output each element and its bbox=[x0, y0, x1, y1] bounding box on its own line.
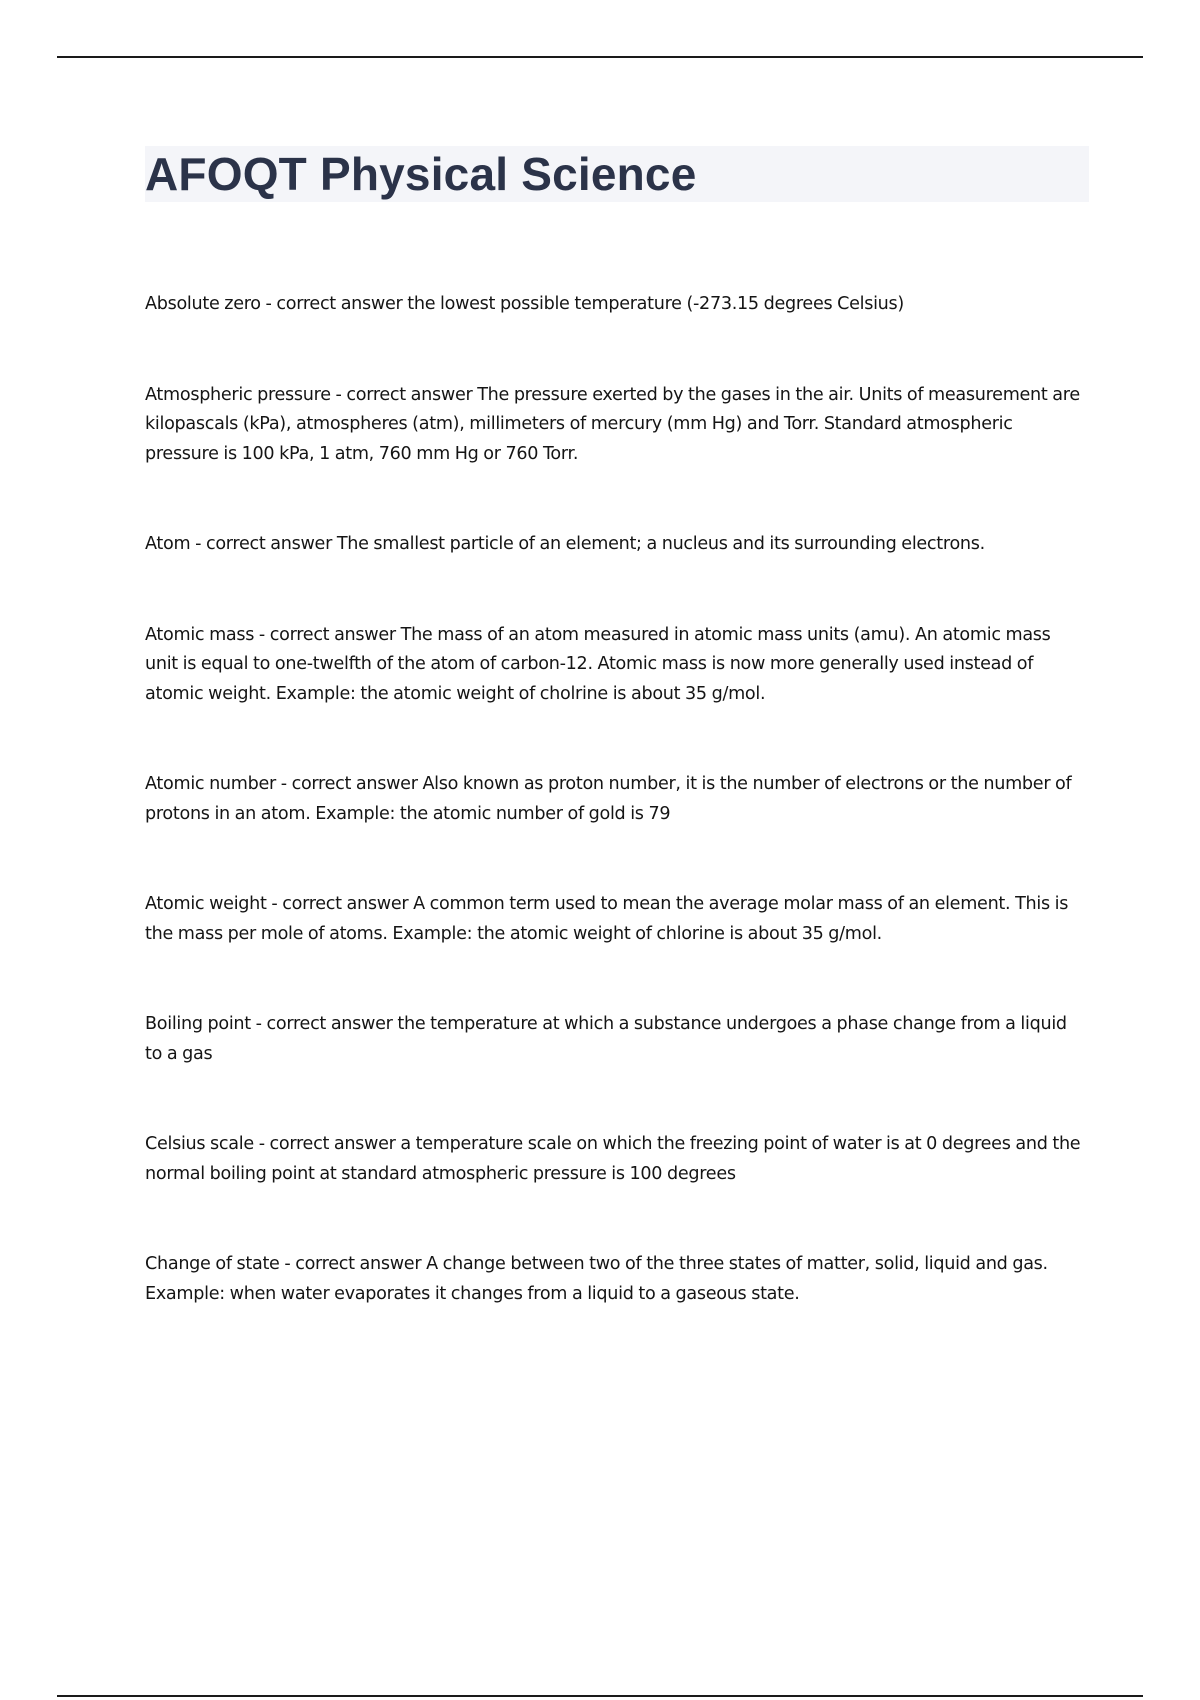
definition: The smallest particle of an element; a nucleus and its surrounding electrons. bbox=[336, 534, 985, 554]
term: Boiling point bbox=[145, 1014, 251, 1034]
answer-label: correct answer bbox=[295, 1254, 422, 1274]
term: Atomic mass bbox=[145, 624, 255, 645]
term: Atomic weight bbox=[145, 894, 267, 914]
top-rule bbox=[57, 56, 1143, 58]
definition: The pressure exerted by the gases in the air. Units of measurement are kilopascals (kPa), atmospheres (atm), millimeters of mercury (mm Hg) and Torr. Standard atmospheric pressure is 100 kPa, 1 atm, 760 mm Hg or 760 Torr. bbox=[145, 384, 1080, 464]
answer-label: correct answer bbox=[269, 624, 396, 645]
list-item bbox=[145, 381, 1085, 470]
term: Change of state bbox=[145, 1254, 280, 1274]
list-item bbox=[145, 770, 1085, 829]
answer-label: correct answer bbox=[266, 1014, 393, 1034]
answer-label: correct answer bbox=[346, 384, 473, 405]
definition: a temperature scale on which the freezing point of water is at 0 degrees and the normal boiling point at standard atmospheric pressure is 100 degrees bbox=[145, 1134, 1081, 1184]
answer-label: correct answer bbox=[291, 774, 418, 794]
flashcard-list bbox=[145, 290, 1085, 1309]
answer-label: correct answer bbox=[269, 1134, 396, 1154]
term: Atomic number bbox=[145, 774, 276, 794]
list-item bbox=[145, 530, 1085, 560]
list-item bbox=[145, 621, 1085, 710]
answer-label: correct answer bbox=[282, 894, 409, 914]
definition: the temperature at which a substance undergoes a phase change from a liquid to a gas bbox=[145, 1014, 1067, 1064]
term: Celsius scale bbox=[145, 1134, 254, 1154]
term: Atmospheric pressure bbox=[145, 384, 331, 405]
answer-label: correct answer bbox=[276, 294, 403, 314]
list-item bbox=[145, 1010, 1085, 1069]
list-item bbox=[145, 290, 1085, 320]
definition: A common term used to mean the average molar mass of an element. This is the mass per mole of atoms. Example: the atomic weight of chlorine is about 35 g/mol. bbox=[145, 894, 1069, 944]
list-item bbox=[145, 890, 1085, 949]
definition: A change between two of the three states of matter, solid, liquid and gas. Example: when water evaporates it changes from a liquid to a gaseous state. bbox=[145, 1254, 1048, 1304]
term: Atom bbox=[145, 534, 191, 554]
definition: the lowest possible temperature (-273.15 degrees Celsius) bbox=[407, 294, 904, 314]
bottom-rule bbox=[57, 1695, 1143, 1697]
page-title: AFOQT Physical Science bbox=[145, 148, 697, 200]
list-item bbox=[145, 1130, 1085, 1189]
definition: Also known as proton number, it is the number of electrons or the number of protons in an atom. Example: the atomic number of gold is 79 bbox=[145, 774, 1072, 824]
answer-label: correct answer bbox=[205, 534, 333, 554]
definition: The mass of an atom measured in atomic mass units (amu). An atomic mass unit is equal to one-twelfth of the atom of carbon-12. Atomic mass is now more generally used instead of atomic weight. Example: the atomic weight of cholrine is about 35 g/mol. bbox=[145, 624, 1051, 704]
term: Absolute zero bbox=[145, 294, 261, 314]
list-item bbox=[145, 1250, 1085, 1309]
